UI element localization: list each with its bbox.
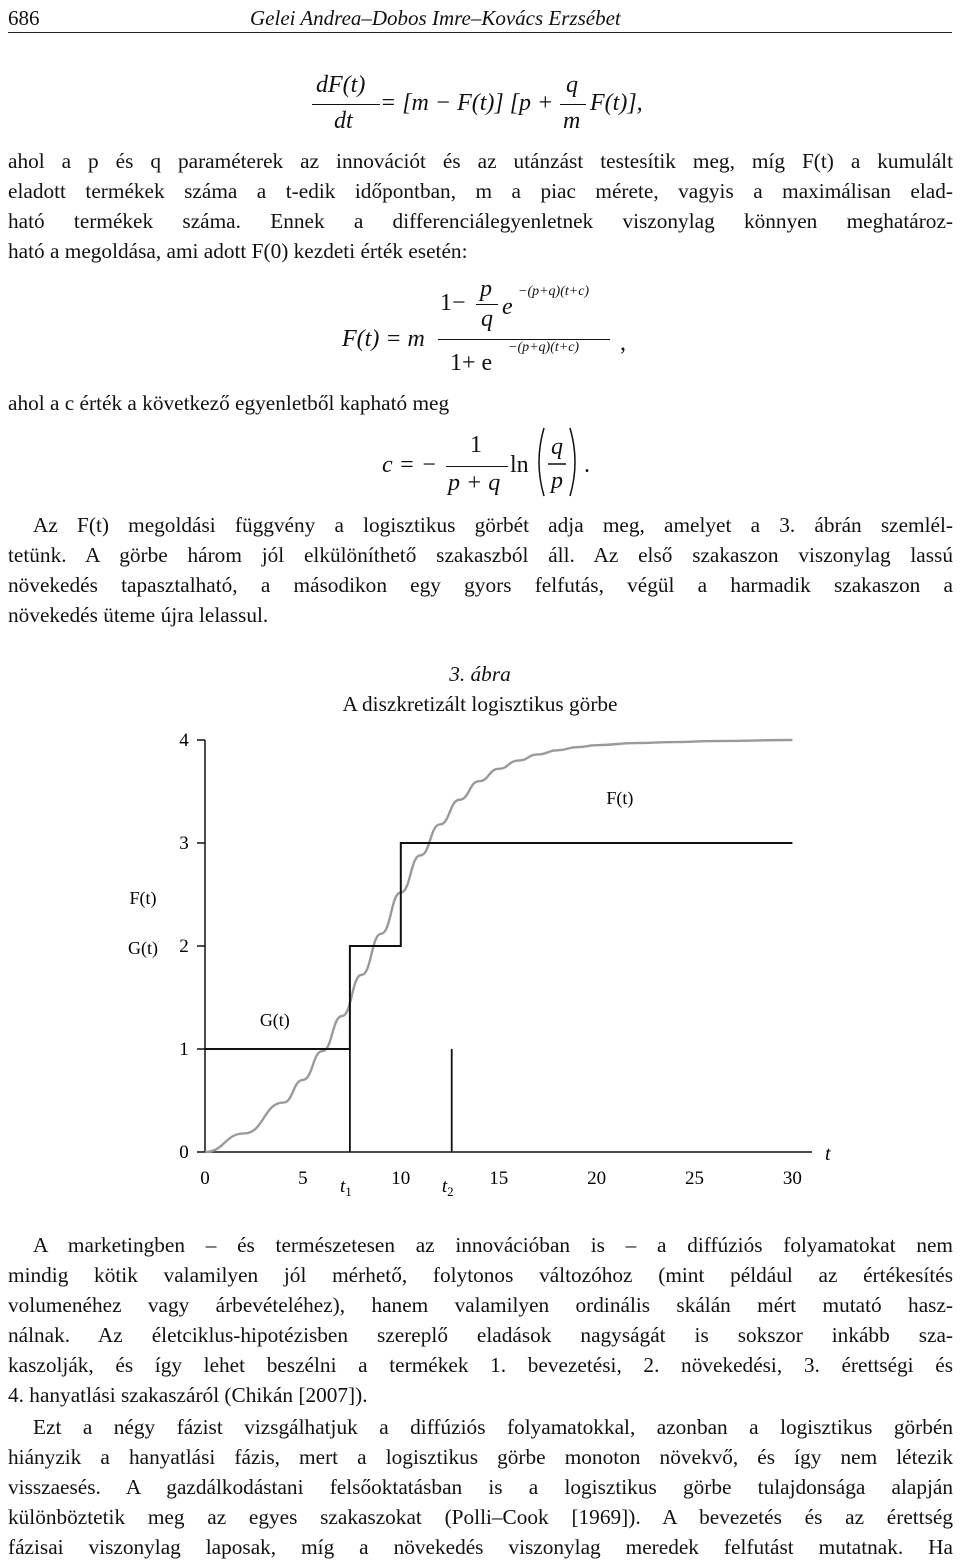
series-g-steps bbox=[205, 843, 792, 1049]
paragraph-line: ahol a p és q paraméterek az innovációt és az utánzást testesítik meg, míg F(t) a kumulált bbox=[8, 149, 953, 173]
eq3-period: . bbox=[584, 452, 590, 478]
x-tick-label: 10 bbox=[391, 1168, 411, 1189]
x-tick-label: 30 bbox=[782, 1168, 802, 1189]
paragraph-line: volumenéhez vagy árbevételéhez), hanem valamilyen ordinális skálán mért mutató hasz- bbox=[8, 1293, 953, 1317]
series-label-g: G(t) bbox=[259, 1010, 290, 1030]
x-tick-label: 5 bbox=[298, 1168, 308, 1189]
paragraph-line: hiányzik a hanyatlási fázis, mert a logisztikus görbe monoton növekvő, és így nem létezik bbox=[8, 1445, 953, 1469]
eq1-lhs-denominator: dt bbox=[334, 108, 353, 134]
x-axis-title: t bbox=[825, 1143, 831, 1165]
page-number: 686 bbox=[8, 6, 40, 30]
paragraph-line: különböztetik meg az egyes szakaszokat (Polli–Cook [1969]). A bevezetés és az érettség bbox=[8, 1505, 953, 1529]
eq3-ln: ln bbox=[510, 452, 529, 478]
paragraph-line: eladott termékek száma a t-edik időpontban, m a piac mérete, vagyis a maximálisan elad- bbox=[8, 179, 953, 203]
paragraph-1 bbox=[8, 146, 953, 266]
y-tick-label: 0 bbox=[179, 1142, 189, 1163]
eq1-rhs-part-b: F(t)], bbox=[590, 90, 643, 116]
eq1-rhs-part-a: = [m − F(t)] [p + bbox=[380, 90, 554, 116]
eq3-fraction-bar bbox=[446, 466, 508, 467]
paragraph-line: ható termékek száma. Ennek a differenciálegyenletnek viszonylag könnyen meghatároz- bbox=[8, 209, 953, 233]
x-marker-label: $t_1$ bbox=[340, 1176, 352, 1199]
eq2-numerator-exponent: −(p+q)(t+c) bbox=[518, 284, 590, 299]
eq3-inner-numerator: q bbox=[551, 434, 563, 460]
figure-label: 3. ábra bbox=[449, 662, 511, 686]
eq2-denominator: 1+ e bbox=[450, 350, 493, 376]
paragraph-line: visszaesés. A gazdálkodástani felsőoktatásban is a logisztikus görbe tulajdonsága alapján bbox=[8, 1475, 953, 1499]
series-label-f: F(t) bbox=[606, 788, 634, 808]
eq1-fraction-numerator: q bbox=[566, 72, 578, 98]
paragraph-line: Ezt a négy fázist vizsgálhatjuk a diffúziós folyamatokkal, azonban a logisztikus görbén bbox=[33, 1415, 953, 1439]
paragraph-line: A marketingben – és természetesen az innovációban is – a diffúziós folyamatokat nem bbox=[33, 1233, 953, 1257]
x-marker-subscript: 1 bbox=[345, 1184, 352, 1199]
eq3-lhs: c = − bbox=[382, 452, 438, 478]
paragraph-line: nálnak. Az életciklus-hipotézisben szereplő eladások nagyságát is sokszor inkább sza- bbox=[8, 1323, 953, 1347]
chart-annotations bbox=[260, 788, 634, 1031]
x-tick-label: 15 bbox=[489, 1168, 509, 1189]
y-tick-label: 2 bbox=[179, 936, 189, 957]
header-rule bbox=[8, 32, 952, 33]
paragraph-2 bbox=[8, 388, 953, 418]
logistic-chart bbox=[0, 720, 960, 1210]
figure-title: A diszkretizált logisztikus görbe bbox=[342, 692, 618, 716]
chart-series-group bbox=[205, 740, 792, 1152]
eq1-lhs-numerator: dF(t) bbox=[316, 72, 366, 98]
eq2-comma: , bbox=[620, 330, 626, 356]
eq3-inner-denominator: p bbox=[551, 468, 563, 494]
eq3-numerator: 1 bbox=[470, 432, 482, 458]
paragraph-line: mindig kötik valamilyen jól mérhető, folytonos változóhoz (mint például az értékesítés bbox=[8, 1263, 953, 1287]
paragraph-line: növekedés üteme újra lelassul. bbox=[8, 603, 269, 627]
x-marker-label: $t_2$ bbox=[441, 1176, 454, 1199]
paragraph-line: növekedés tapasztalható, a másodikon egy gyors felfutás, végül a harmadik szakaszon a bbox=[8, 573, 953, 597]
y-axis-title-line: G(t) bbox=[128, 938, 158, 958]
paragraph-line: ahol a c érték a következő egyenletből kapható meg bbox=[8, 391, 450, 415]
x-marker-subscript: 2 bbox=[447, 1184, 454, 1199]
x-tick-label: 20 bbox=[587, 1168, 607, 1189]
chart-tick-labels bbox=[179, 730, 831, 1199]
eq2-denominator-exponent: −(p+q)(t+c) bbox=[508, 340, 580, 355]
y-tick-label: 4 bbox=[179, 730, 189, 751]
paragraph-line: 4. hanyatlási szakaszáról (Chikán [2007]). bbox=[8, 1383, 368, 1407]
series-f-curve bbox=[205, 740, 792, 1152]
eq2-numerator-e: e bbox=[502, 294, 513, 320]
running-header bbox=[8, 0, 952, 34]
paragraph-4 bbox=[8, 1230, 953, 1410]
paragraph-line: ható a megoldása, ami adott F(0) kezdeti érték esetén: bbox=[8, 239, 468, 263]
y-tick-label: 3 bbox=[179, 833, 189, 854]
paragraph-line: Az F(t) megoldási függvény a logisztikus görbét adja meg, amelyet a 3. ábrán szemlél- bbox=[33, 513, 953, 537]
eq2-numerator-one: 1− bbox=[440, 290, 466, 316]
running-authors: Gelei Andrea–Dobos Imre–Kovács Erzsébet bbox=[250, 6, 621, 30]
eq2-numerator-p: p bbox=[480, 276, 492, 302]
paragraph-line: fázisai viszonylag laposak, míg a növekedés viszonylag meredek felfutást mutatnak. Ha bbox=[8, 1535, 953, 1559]
eq1-fraction-denominator: m bbox=[563, 108, 581, 134]
eq3-denominator: p + q bbox=[448, 470, 501, 496]
y-tick-label: 1 bbox=[179, 1039, 189, 1060]
chart-axes bbox=[197, 740, 812, 1152]
eq1-lhs-fraction-bar bbox=[312, 104, 380, 105]
paragraph-5 bbox=[8, 1412, 953, 1562]
eq2-lhs: F(t) = m bbox=[342, 326, 425, 352]
x-tick-label: 25 bbox=[685, 1168, 705, 1189]
y-axis-title-group bbox=[128, 888, 158, 959]
eq1-fraction-bar bbox=[560, 104, 586, 105]
y-axis-title-line: F(t) bbox=[129, 888, 157, 908]
eq2-small-fraction-bar bbox=[476, 304, 498, 305]
eq2-numerator-q: q bbox=[481, 306, 493, 332]
x-tick-label: 0 bbox=[200, 1168, 210, 1189]
paragraph-3 bbox=[8, 510, 953, 630]
paragraph-line: tetünk. A görbe három jól elkülöníthető szakaszból áll. Az első szakaszon viszonylag lassú bbox=[8, 543, 953, 567]
paragraph-line: kaszolják, és így lehet beszélni a termékek 1. bevezetési, 2. növekedési, 3. érettségi és bbox=[8, 1353, 953, 1377]
